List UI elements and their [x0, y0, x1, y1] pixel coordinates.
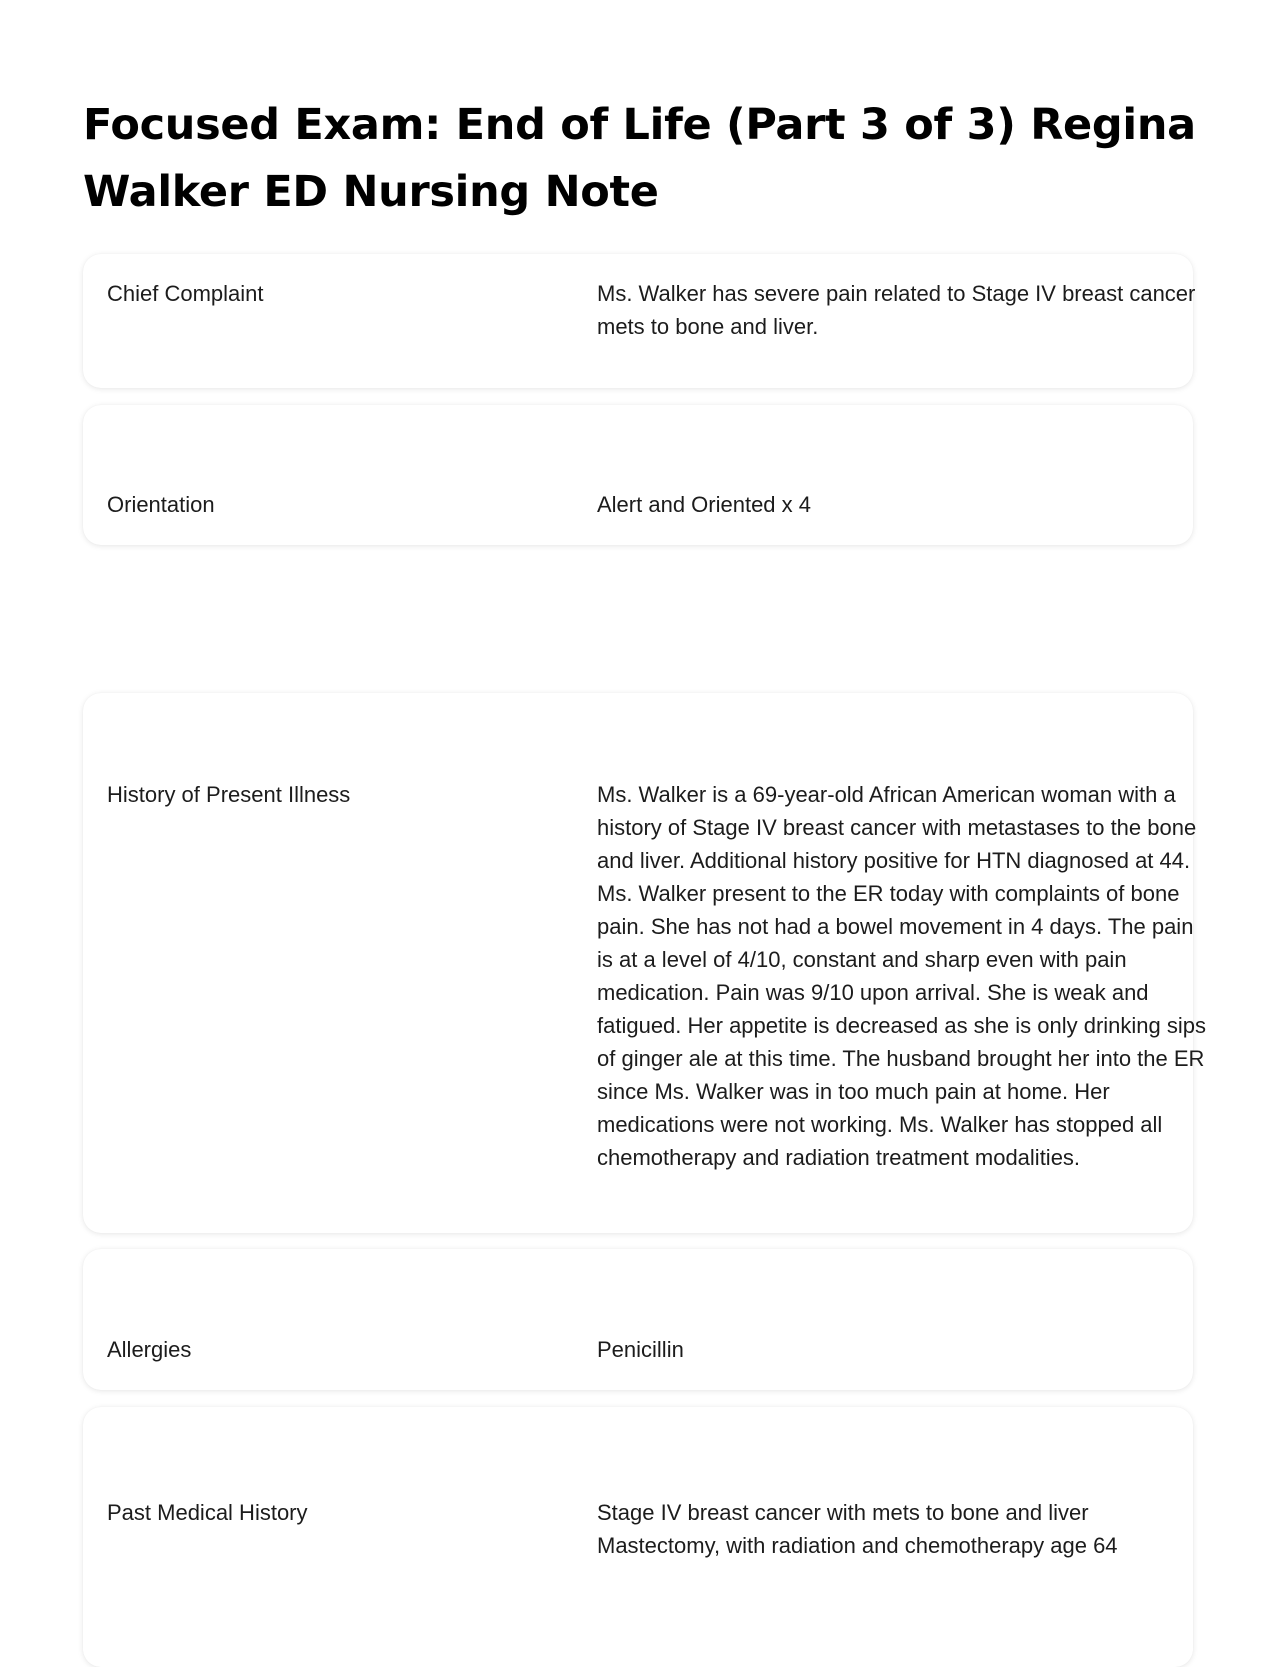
history-of-present-illness-label: History of Present Illness	[107, 782, 351, 807]
orientation-card	[83, 405, 1193, 545]
allergies-card	[83, 1249, 1193, 1390]
past-medical-history-value: Stage IV breast cancer with mets to bone and liver Mastectomy, with radiation and chemotherapy age 64	[597, 1500, 1118, 1558]
chief-complaint-value: Ms. Walker has severe pain related to Stage IV breast cancer mets to bone and liver.	[597, 281, 1196, 339]
past-medical-history-card	[83, 1407, 1193, 1667]
allergies-label: Allergies	[107, 1337, 192, 1362]
history-of-present-illness-value: Ms. Walker is a 69-year-old African American woman with a history of Stage IV breast cancer with metastases to the bone and liver. Additional history positive for HTN diagnosed at 44. Ms. Walker present to the ER today with complaints of bone pain. She has not had a bowel movement in 4 days. The pain is at a level of 4/10, constant and sharp even with pain medication. Pain was 9/10 upon arrival. She is weak and fatigued. Her appetite is decreased as she is only drinking sips of ginger ale at this time. The husband brought her into the ER since Ms. Walker was in too much pain at home. Her medications were not working. Ms. Walker has stopped all chemotherapy and radiation treatment modalities.	[597, 782, 1207, 1170]
chief-complaint-label: Chief Complaint	[107, 281, 264, 306]
allergies-value: Penicillin	[597, 1337, 684, 1362]
orientation-value: Alert and Oriented x 4	[597, 492, 812, 517]
orientation-label: Orientation	[107, 492, 215, 517]
past-medical-history-label: Past Medical History	[107, 1500, 308, 1525]
history-of-present-illness-card	[83, 693, 1207, 1233]
page-title: Focused Exam: End of Life (Part 3 of 3) Regina Walker ED Nursing Note	[83, 100, 1196, 217]
chief-complaint-card	[83, 254, 1196, 388]
